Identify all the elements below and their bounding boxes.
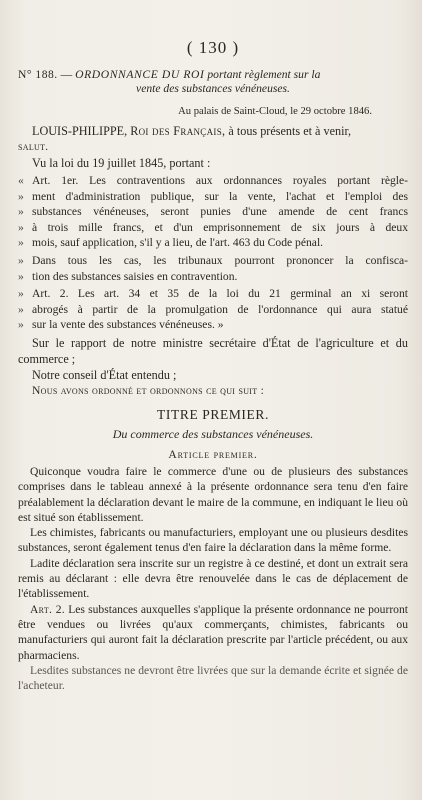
quoted-article-2 bbox=[18, 286, 408, 333]
article-body bbox=[18, 464, 408, 693]
titre-subtitle: Du commerce des substances vénéneuses. bbox=[112, 426, 314, 441]
ordinance-title bbox=[18, 68, 408, 96]
quoted-paragraph-2 bbox=[18, 253, 408, 284]
quoted-article-1 bbox=[18, 173, 408, 251]
quote-line: » abrogés à partir de la promulgation de l'ordonnance qui aura statué bbox=[18, 302, 408, 316]
article-2-text: Les substances auxquelles s'applique la présente ordonnance ne pourront être vendues ou livrées qu'aux commerçants, chimistes, fabricants ou manufacturiers qui auront fait la déclaration prescrite par l'article précédent, ou aux pharmaciens. bbox=[18, 602, 408, 662]
quote-line: » ment d'administration publique, sur la vente, l'achat et l'emploi des bbox=[18, 189, 408, 203]
ordonne-paragraph: Nous avons ordonné et ordonnons ce qui suit : bbox=[32, 383, 265, 397]
article-2-paragraph bbox=[18, 602, 408, 663]
quote-line: » tion des substances saisies en contravention. bbox=[18, 269, 238, 283]
title-dash: — bbox=[60, 68, 73, 81]
paragraph: Les chimistes, fabricants ou manufacturiers, employant une ou plusieurs desdites substances, seront également tenus d'en faire la déclaration dans la même forme. bbox=[18, 526, 408, 555]
king-name: LOUIS-PHILIPPE, bbox=[32, 124, 128, 138]
quote-line: » mois, sauf application, s'il y a lieu, de l'art. 463 du Code pénal. bbox=[18, 236, 324, 250]
conseil-paragraph: Notre conseil d'État entendu ; bbox=[32, 367, 177, 382]
ordinance-heading: ORDONNANCE DU ROI bbox=[75, 68, 205, 81]
quote-line: » Dans tous les cas, les tribunaux pourront prononcer la confisca- bbox=[18, 253, 408, 267]
quote-line: » sur la vente des substances vénéneuses. » bbox=[18, 318, 224, 332]
preamble bbox=[18, 123, 408, 139]
title-line1: portant règlement sur la bbox=[207, 68, 321, 81]
paragraph: Ladite déclaration sera inscrite sur un registre à ce destiné, et dont un extrait sera remis au déclarant : elle devra être renouvelée dans le cas de déplacement de l'établissement. bbox=[18, 556, 408, 601]
quote-line: » Art. 2. Les art. 34 et 35 de la loi du 21 germinal an xi seront bbox=[18, 287, 408, 301]
ordinance-number: N° 188. bbox=[18, 68, 58, 81]
paragraph: Lesdites substances ne devront être livrées que sur la demande écrite et signée de l'acheteur. bbox=[18, 663, 408, 693]
vu-line: Vu la loi du 19 juillet 1845, portant : bbox=[32, 156, 211, 170]
date-line: Au palais de Saint-Cloud, le 29 octobre 1846. bbox=[178, 106, 372, 117]
page-number: ( 130 ) bbox=[186, 38, 240, 57]
rapport-paragraph: Sur le rapport de notre ministre secrétaire d'État de l'agriculture et du commerce ; bbox=[18, 335, 408, 366]
quote-line: » substances vénéneuses, seront punies d'une amende de cent francs bbox=[18, 205, 408, 219]
quote-line: » à trois mille francs, et d'un emprisonnement de six jours à deux bbox=[18, 220, 408, 234]
article-2-label: Art. 2. bbox=[30, 602, 65, 616]
king-title: Roi des Français, bbox=[130, 124, 226, 138]
preamble-rest: à tous présents et à venir, bbox=[228, 124, 352, 138]
article-heading: Article premier. bbox=[168, 447, 258, 461]
title-line2: vente des substances vénéneuses. bbox=[136, 82, 290, 95]
quote-line: « Art. 1er. Les contraventions aux ordonnances royales portant règle- bbox=[18, 174, 408, 187]
titre-heading: TITRE PREMIER. bbox=[157, 406, 269, 422]
paragraph: Quiconque voudra faire le commerce d'une ou de plusieurs des substances comprises dans le tableau annexé à la présente ordonnance sera tenu d'en faire préalablement la déclaration devant le maire de la commune, en indiquant le lieu où est situé son établissement. bbox=[18, 464, 408, 524]
salut: salut. bbox=[18, 141, 49, 153]
